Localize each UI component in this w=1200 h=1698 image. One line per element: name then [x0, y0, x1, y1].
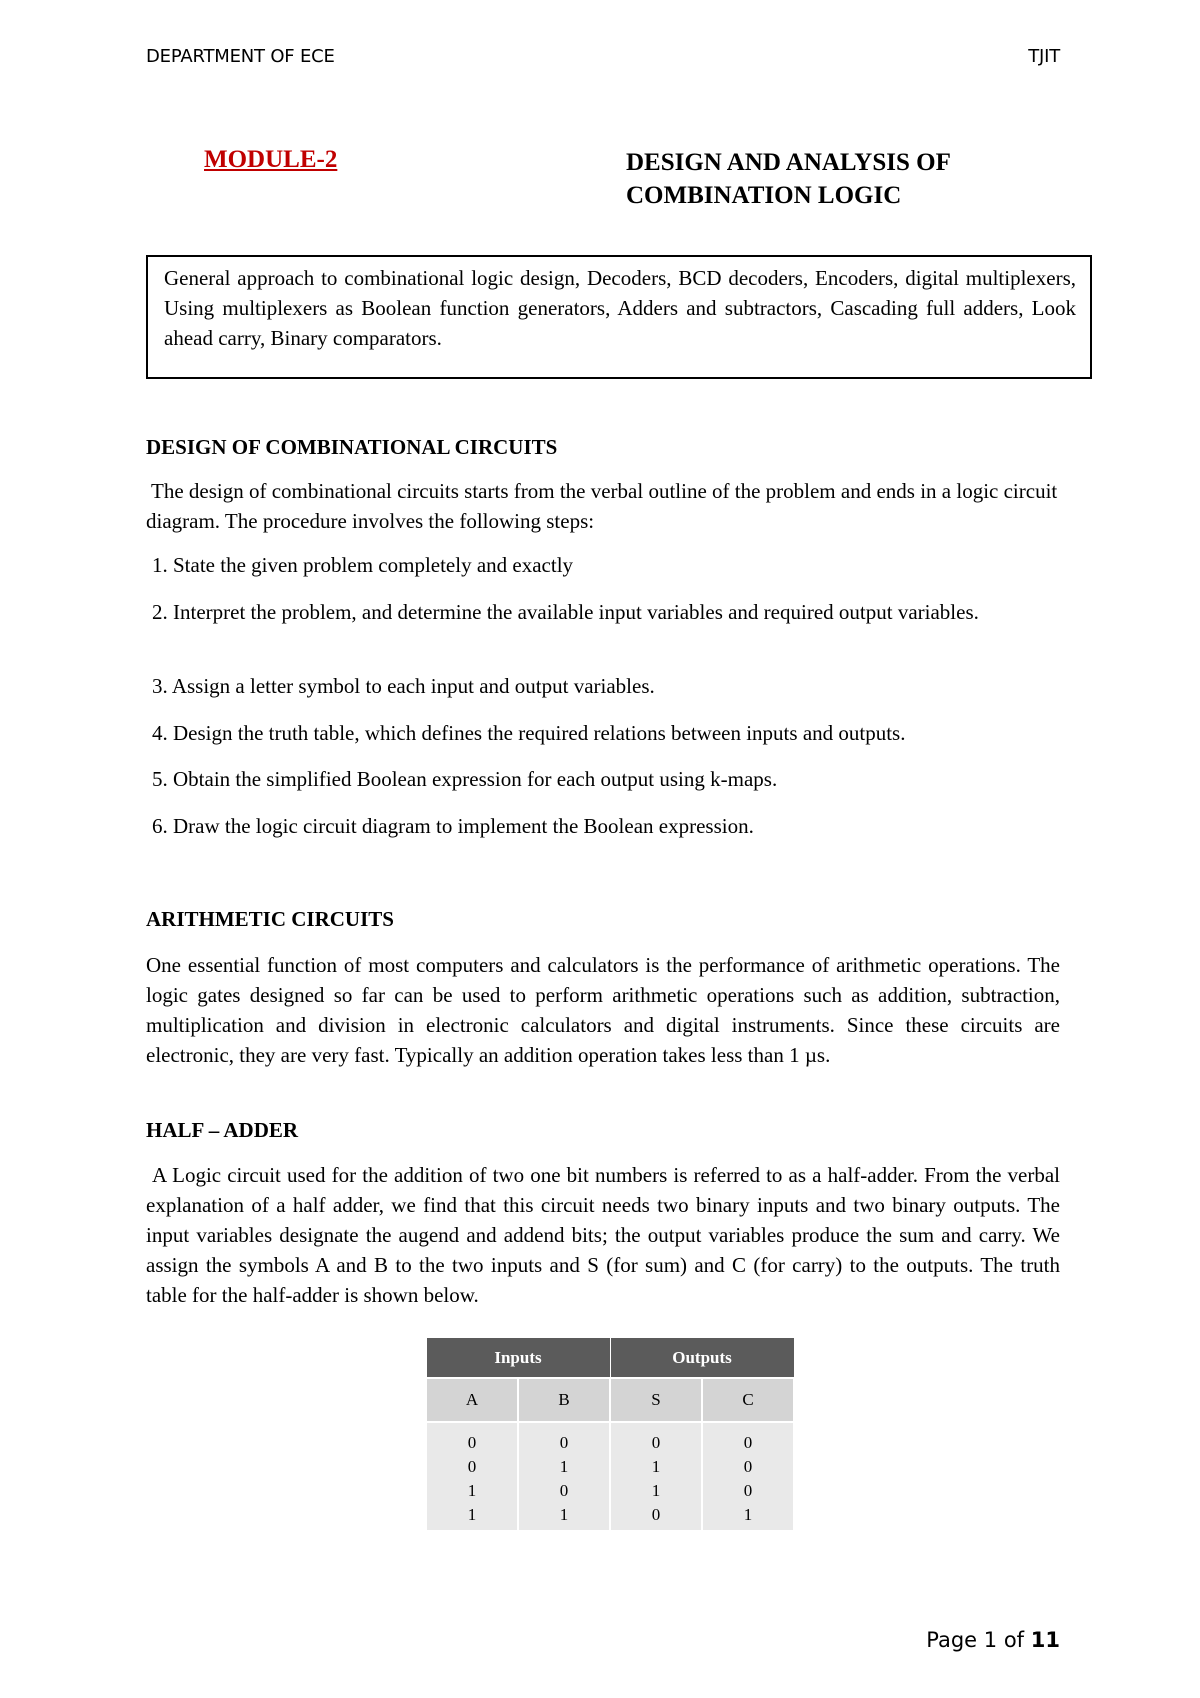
- design-heading: DESIGN OF COMBINATIONAL CIRCUITS: [146, 435, 558, 459]
- table-column-b: B: [518, 1378, 610, 1422]
- design-intro: The design of combinational circuits starts from the verbal outline of the problem and ends in a logic circuit diagram. The procedure involves the following steps:: [146, 479, 1058, 533]
- page-current: 1: [983, 1628, 998, 1652]
- arithmetic-heading: ARITHMETIC CIRCUITS: [146, 907, 394, 931]
- table-group-inputs: Inputs: [426, 1338, 610, 1379]
- table-group-outputs: Outputs: [610, 1338, 794, 1379]
- design-step-5: 5. Obtain the simplified Boolean expression for each output using k-maps.: [152, 767, 778, 791]
- half-adder-heading: HALF – ADDER: [146, 1118, 299, 1142]
- header-institute: TJIT: [1028, 46, 1060, 67]
- half-adder-truth-table: [425, 1337, 795, 1532]
- page-number: [926, 1628, 1060, 1652]
- table-column-s: S: [610, 1378, 702, 1422]
- module-title: MODULE-2: [204, 146, 338, 173]
- table-column-c: C: [702, 1378, 794, 1422]
- table-values-c: 0 0 0 1: [702, 1422, 794, 1531]
- page-label: Page: [926, 1628, 978, 1652]
- module-subtitle-line1: DESIGN AND ANALYSIS OF: [626, 149, 951, 176]
- page-total: 11: [1030, 1628, 1060, 1652]
- design-step-2: 2. Interpret the problem, and determine the available input variables and required output variables.: [152, 600, 979, 624]
- module-subtitle-line2: COMBINATION LOGIC: [626, 182, 902, 209]
- header-department: DEPARTMENT OF ECE: [146, 46, 335, 67]
- syllabus-box: General approach to combinational logic design, Decoders, BCD decoders, Encoders, digital multiplexers, Using multiplexers as Boolean function generators, Adders and subtractors, Cascading full adders, Look ahead carry, Binary comparators.: [146, 255, 1092, 379]
- table-values-b: 0 1 0 1: [518, 1422, 610, 1531]
- design-step-6: 6. Draw the logic circuit diagram to implement the Boolean expression.: [152, 814, 754, 838]
- half-adder-text: A Logic circuit used for the addition of two one bit numbers is referred to as a half-adder. From the verbal explanation of a half adder, we find that this circuit needs two binary inputs and two binary outputs. The input variables designate the augend and addend bits; the output variables produce the sum and carry. We assign the symbols A and B to the two inputs and S (for sum) and C (for carry) to the outputs. The truth table for the half-adder is shown below.: [146, 1163, 1060, 1307]
- table-values-a: 0 0 1 1: [426, 1422, 518, 1531]
- table-values-s: 0 1 1 0: [610, 1422, 702, 1531]
- arithmetic-text: One essential function of most computers and calculators is the performance of arithmetic operations. The logic gates designed so far can be used to perform arithmetic operations such as addition, subtraction, multiplication and division in electronic calculators and digital instruments. Since these circuits are electronic, they are very fast. Typically an addition operation takes less than 1 µs.: [146, 953, 1060, 1067]
- module-subtitle: [626, 146, 951, 212]
- design-step-4: 4. Design the truth table, which defines the required relations between inputs and outputs.: [152, 721, 906, 745]
- design-step-1: 1. State the given problem completely and exactly: [152, 553, 574, 577]
- design-step-3: 3. Assign a letter symbol to each input and output variables.: [152, 674, 655, 698]
- table-column-a: A: [426, 1378, 518, 1422]
- page-of-label: of: [1003, 1628, 1025, 1652]
